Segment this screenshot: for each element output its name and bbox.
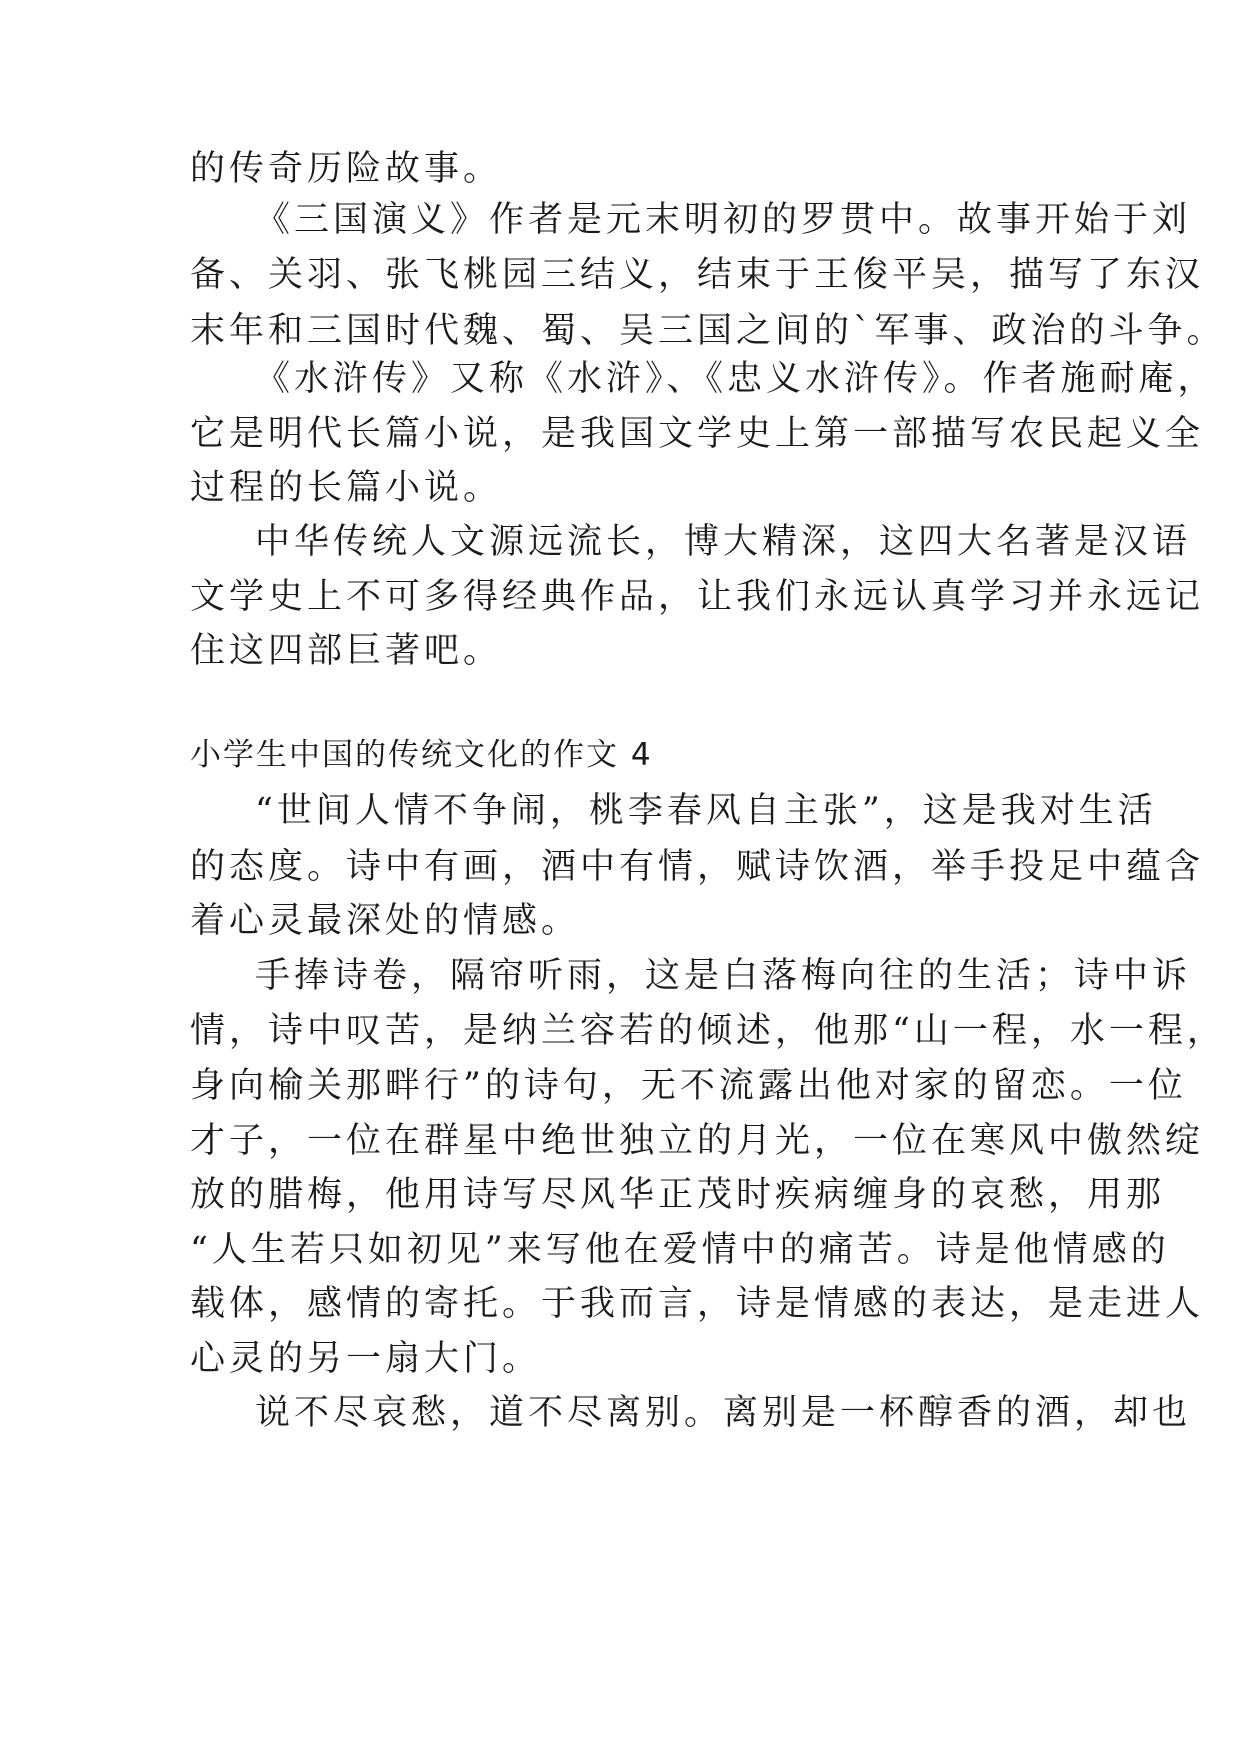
- text-line: 着心灵最深处的情感。: [190, 901, 581, 941]
- text-line: 心灵的另一扇大门。: [190, 1339, 542, 1379]
- text-line: 备、关羽、张飞桃园三结义，结束于王俊平吴，描写了东汉: [190, 255, 1205, 295]
- text-line: 手捧诗卷，隔帘听雨，这是白落梅向往的生活；诗中诉: [255, 956, 1192, 996]
- text-line: 过程的长篇小说。: [190, 468, 503, 508]
- text-line: “世间人情不争闹，桃李春风自主张”，这是我对生活: [255, 791, 1157, 831]
- text-line: 的传奇历险故事。: [190, 149, 503, 189]
- text-line: 身向榆关那畔行”的诗句，无不流露出他对家的留恋。一位: [190, 1066, 1187, 1106]
- text-line: 说不尽哀愁，道不尽离别。离别是一杯醇香的酒，却也: [255, 1393, 1192, 1433]
- text-line: 情，诗中叹苦，是纳兰容若的倾述，他那“山一程，水一程，: [190, 1011, 1226, 1051]
- text-line: 住这四部巨著吧。: [190, 631, 503, 671]
- text-line: 《水浒传》又称《水浒》、《忠义水浒传》。作者施耐庵，: [255, 359, 1217, 399]
- text-line: 它是明代长篇小说，是我国文学史上第一部描写农民起义全: [190, 414, 1205, 454]
- text-line: 《三国演义》作者是元末明初的罗贯中。故事开始于刘: [255, 200, 1192, 240]
- section-heading: 小学生中国的传统文化的作文 4: [190, 737, 653, 773]
- text-line: 载体，感情的寄托。于我而言，诗是情感的表达，是走进人: [190, 1284, 1205, 1324]
- text-line: 中华传统人文源远流长，博大精深，这四大名著是汉语: [255, 522, 1192, 562]
- text-line: 的态度。诗中有画，酒中有情，赋诗饮酒，举手投足中蕴含: [190, 847, 1205, 887]
- text-line: 末年和三国时代魏、蜀、吴三国之间的`军事、政治的斗争。: [190, 311, 1226, 351]
- text-line: 文学史上不可多得经典作品，让我们永远认真学习并永远记: [190, 577, 1205, 617]
- text-line: 才子，一位在群星中绝世独立的月光，一位在寒风中傲然绽: [190, 1121, 1205, 1161]
- text-line: 放的腊梅，他用诗写尽风华正茂时疾病缠身的哀愁，用那: [190, 1175, 1166, 1215]
- text-line: “人生若只如初见”来写他在爱情中的痛苦。诗是他情感的: [190, 1230, 1170, 1270]
